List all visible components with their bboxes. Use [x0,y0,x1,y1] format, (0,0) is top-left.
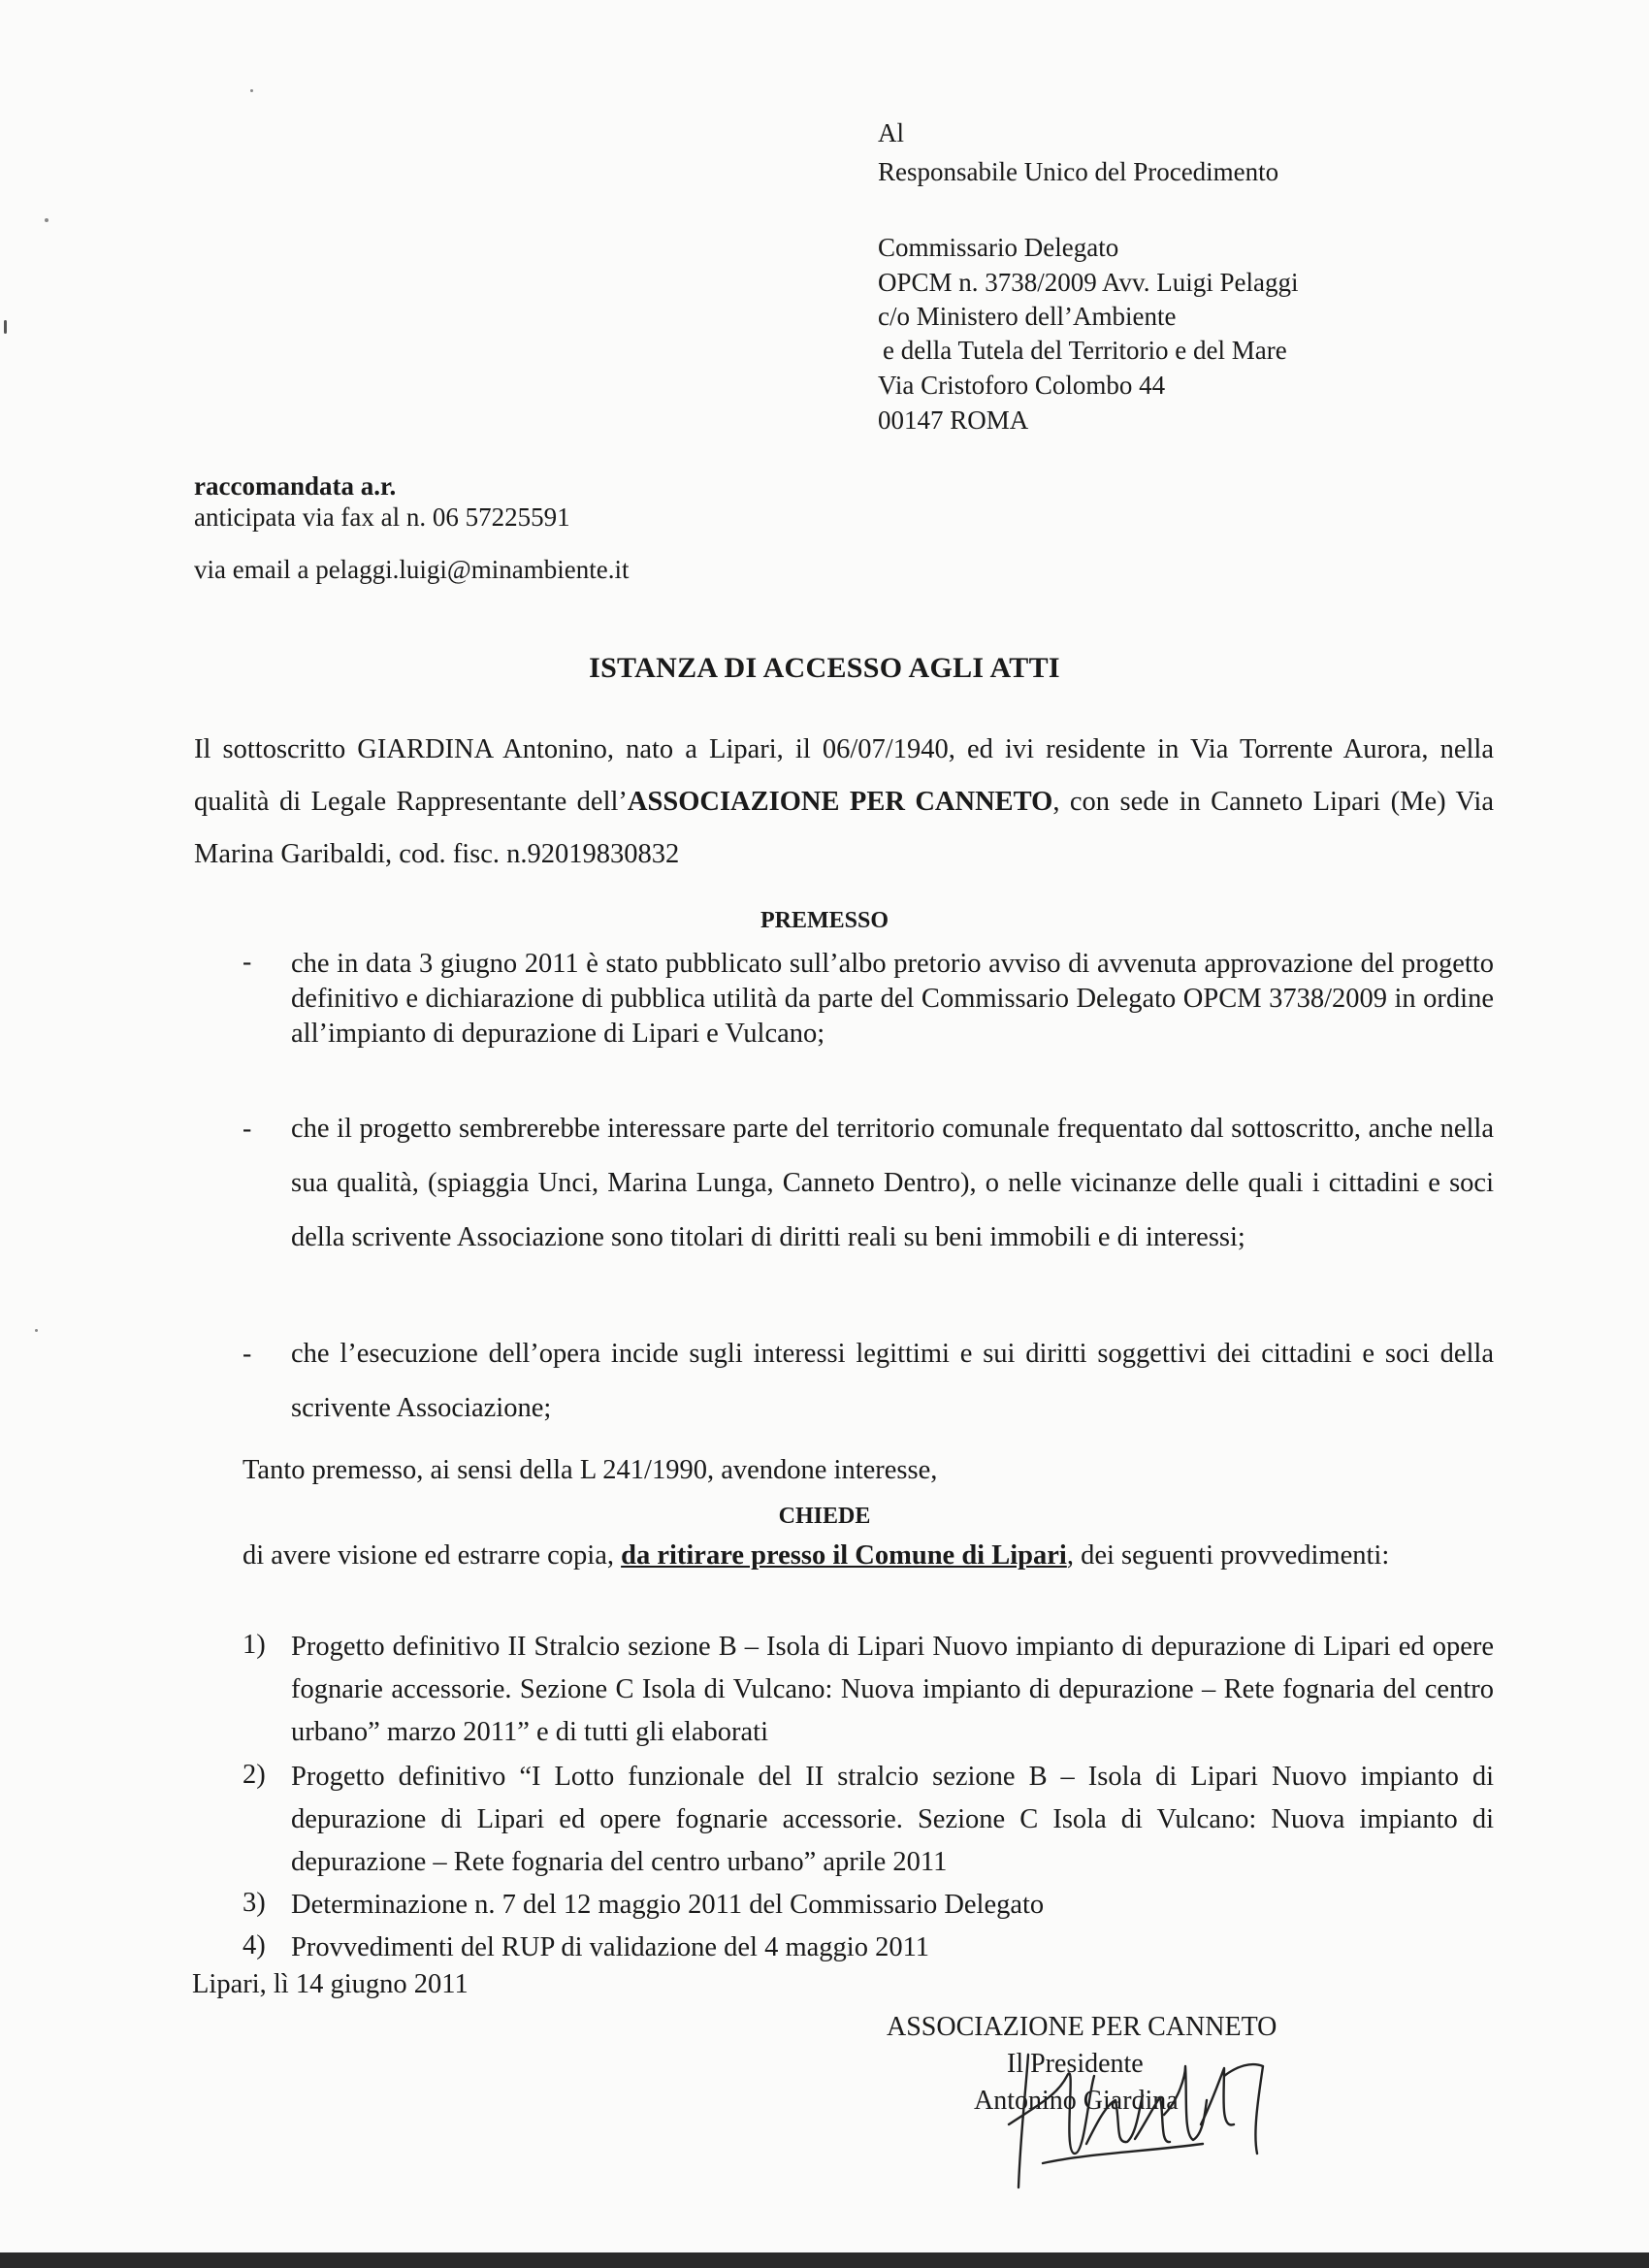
bullet-dash: - [242,947,252,977]
chiede-heading: CHIEDE [778,1504,871,1529]
chiede-part2: , dei seguenti provvedimenti: [1066,1540,1390,1571]
intro-paragraph [194,724,1494,881]
intro-part2: , con sede in Canneto Lipari (Me) Via Marina Garibaldi, cod. fisc. n.92019830832 [194,787,1494,869]
item-number: 2) [242,1760,266,1790]
recipient-line-al: Al [878,118,904,147]
scan-speck [4,320,7,334]
recipient-line-street: Via Cristoforo Colombo 44 [878,371,1166,400]
delivery-email: via email a pelaggi.luigi@minambiente.it [194,555,630,584]
recipient-line-tutela: e della Tutela del Territorio e del Mare [883,336,1287,365]
chiede-pickup-location: da ritirare presso il Comune di Lipari [621,1540,1067,1571]
chiede-part1: di avere visione ed estrarre copia, [242,1540,622,1571]
tanto-premesso: Tanto premesso, ai sensi della L 241/1990, avendone interesse, [242,1455,938,1485]
premesso-item-2: che il progetto sembrerebbe interessare parte del territorio comunale frequentato dal sottoscritto, anche nella sua qualità, (spiaggia Unci, Marina Lunga, Canneto Dentro), o nelle vicinanze delle quali i cittadini e soci della scrivente Associazione sono titolari di diritti reali su beni immobili e di interessi; [291,1114,1494,1252]
intro-part1: Il sottoscritto GIARDINA Antonino, nato a Lipari, il 06/07/1940, ed ivi residente in Via Torrente Aurora, nella qualità di Legale Rappresentante dell’ [194,734,1494,817]
requested-document: Progetto definitivo “I Lotto funzionale del II stralcio sezione B – Isola di Lipari Nuovo impianto di depurazione di Lipari ed opere fognarie accessorie. Sezione C Isola di Vulcano: Nuova impianto di depurazione – Rete fognaria del centro urbano” aprile 2011 [291,1762,1494,1877]
place-date: Lipari, lì 14 giugno 2011 [192,1969,469,1999]
premesso-item-3: che l’esecuzione dell’opera incide sugli interessi legittimi e sui diritti soggettivi dei cittadini e soci della scrivente Associazione; [291,1339,1494,1423]
requested-document: Determinazione n. 7 del 12 maggio 2011 del Commissario Delegato [291,1890,1045,1920]
delivery-fax: anticipata via fax al n. 06 57225591 [194,502,570,532]
recipient-line-opcm: OPCM n. 3738/2009 Avv. Luigi Pelaggi [878,268,1299,297]
requested-document: Progetto definitivo II Stralcio sezione B – Isola di Lipari Nuovo impianto di depurazione di Lipari ed opere fognarie accessorie. Sezione C Isola di Vulcano: Nuova impianto di depurazione – Rete fognaria del centro urbano” marzo 2011” e di tutti gli elaborati [291,1632,1494,1747]
association-name: ASSOCIAZIONE PER CANNETO [627,787,1053,817]
recipient-line-commissario: Commissario Delegato [878,233,1119,262]
delivery-mode: raccomandata a.r. [194,471,397,501]
signature-role: Il Presidente [1007,2049,1144,2079]
premesso-item-1: che in data 3 giugno 2011 è stato pubblicato sull’albo pretorio avviso di avvenuta approvazione del progetto definitivo e dichiarazione di pubblica utilità da parte del Commissario Delegato OPCM 3738/2009 in ordine all’impianto di depurazione di Lipari e Vulcano; [291,949,1494,1049]
bullet-dash: - [242,1114,252,1144]
recipient-line-rup: Responsabile Unico del Procedimento [878,157,1279,186]
scan-speck [35,1329,38,1332]
chiede-paragraph [242,1539,1494,1573]
recipient-line-ministero: c/o Ministero dell’Ambiente [878,302,1177,331]
scan-bottom-edge [0,2252,1649,2268]
requested-document: Provvedimenti del RUP di validazione del 4 maggio 2011 [291,1932,930,1962]
recipient-line-city: 00147 ROMA [878,405,1029,435]
document-title: ISTANZA DI ACCESSO AGLI ATTI [589,652,1060,684]
bullet-dash: - [242,1339,252,1369]
item-number: 1) [242,1630,266,1660]
handwritten-signature [970,2008,1290,2202]
signature-org: ASSOCIAZIONE PER CANNETO [887,2012,1277,2042]
scan-speck [250,89,253,92]
premesso-heading: PREMESSO [760,908,889,933]
signature-name: Antonino Giardina [974,2086,1179,2116]
item-number: 3) [242,1888,266,1918]
scan-speck [45,218,48,222]
item-number: 4) [242,1930,266,1960]
